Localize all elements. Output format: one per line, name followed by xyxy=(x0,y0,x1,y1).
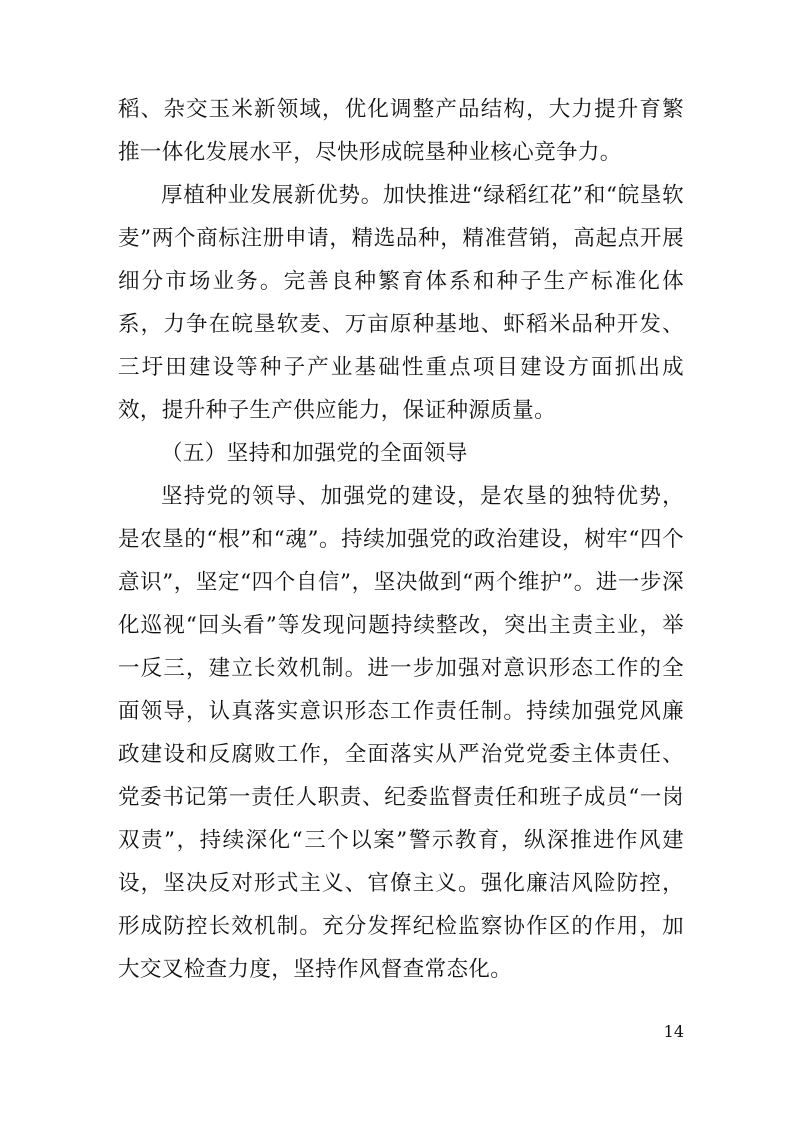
paragraph-4: 坚持党的领导、加强党的建设，是农垦的独特优势，是农垦的“根”和“魂”。持续加强党的政治建设，树牢“四个意识”，坚定“四个自信”，坚决做到“两个维护”。进一步深化巡视“回头看”等发现问题持续整改，突出主责主业，举一反三，建立长效机制。进一步加强对意识形态工作的全面领导，认真落实意识形态工作责任制。持续加强党风廉政建设和反腐败工作，全面落实从严治党党委主体责任、党委书记第一责任人职责、纪委监督责任和班子成员“一岗双责”，持续深化“三个以案”警示教育，纵深推进作风建设，坚决反对形式主义、官僚主义。强化廉洁风险防控，形成防控长效机制。充分发挥纪检监察协作区的作用，加大交叉检查力度，坚持作风督查常态化。 xyxy=(118,484,684,982)
document-body xyxy=(118,88,684,991)
section-heading: （五）坚持和加强党的全面领导 xyxy=(161,441,468,466)
paragraph-2: 厚植种业发展新优势。加快推进“绿稻红花”和“皖垦软麦”两个商标注册申请，精选品种，精准营销，高起点开展细分市场业务。完善良种繁育体系和种子生产标准化体系，力争在皖垦软麦、万亩原种基地、虾稻米品种开发、三圩田建设等种子产业基础性重点项目建设方面抓出成效，提升种子生产供应能力，保证种源质量。 xyxy=(118,183,684,423)
page-number: 14 xyxy=(663,1022,684,1041)
paragraph-1: 稻、杂交玉米新领域，优化调整产品结构，大力提升育繁推一体化发展水平，尽快形成皖垦种业核心竞争力。 xyxy=(118,97,684,165)
